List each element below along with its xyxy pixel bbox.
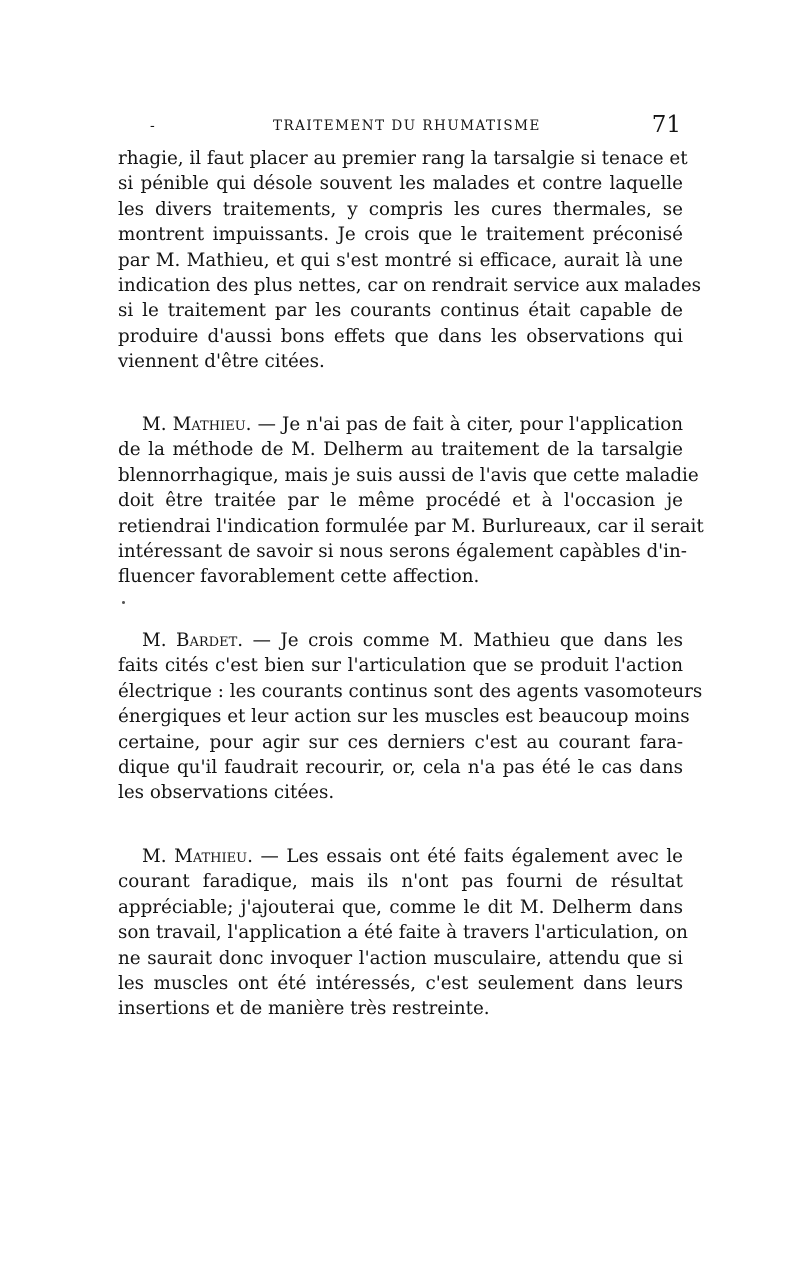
text-line: intéressant de savoir si nous serons également capàbles d'in-: [118, 541, 687, 563]
text-run: — Je n'ai pas de fait à citer, pour l'application: [251, 414, 684, 435]
header-mark: -: [150, 118, 155, 134]
text-line: produire d'aussi bons effets que dans les observations qui: [118, 325, 683, 347]
paragraph-3: [118, 628, 703, 806]
text-line: les muscles ont été intéressés, c'est seulement dans leurs: [118, 973, 683, 995]
running-head: [118, 112, 683, 144]
speaker-name: M. Mathieu.: [142, 846, 253, 867]
text-line: certaine, pour agir sur ces derniers c'est au courant fara-: [118, 731, 683, 753]
text-line: viennent d'être citées.: [118, 351, 325, 373]
text-run: — Je crois comme M. Mathieu que dans les: [243, 630, 683, 651]
text-line: montrent impuissants. Je crois que le traitement préconisé: [118, 224, 683, 246]
text-line: courant faradique, mais ils n'ont pas fourni de résultat: [118, 871, 683, 893]
text-line: dique qu'il faudrait recourir, or, cela n'a pas été le cas dans: [118, 757, 683, 779]
text-line-first: [118, 412, 683, 437]
text-run: — Les essais ont été faits également avec le: [252, 846, 684, 867]
speaker-name: M. Bardet.: [142, 630, 244, 651]
paragraph-1: [118, 146, 702, 375]
text-line: de la méthode de M. Delherm au traitement de la tarsalgie: [118, 439, 683, 461]
paragraph-2: [118, 412, 704, 590]
text-line-first: [118, 844, 683, 869]
page-number: 71: [651, 112, 681, 138]
text-line: les divers traitements, y compris les cures thermales, se: [118, 198, 683, 220]
text-line: fluencer favorablement cette affection.: [118, 566, 480, 588]
text-line: ne saurait donc invoquer l'action musculaire, attendu que si: [118, 947, 683, 969]
text-line: énergiques et leur action sur les muscles est beaucoup moins: [118, 706, 690, 728]
text-line: les observations citées.: [118, 782, 335, 804]
text-line: blennorrhagique, mais je suis aussi de l'avis que cette maladie: [118, 464, 699, 486]
text-line: indication des plus nettes, car on rendrait service aux malades: [118, 275, 702, 297]
text-line: électrique : les courants continus sont des agents vasomoteurs: [118, 680, 703, 702]
text-line: si le traitement par les courants continus était capable de: [118, 300, 683, 322]
text-line: son travail, l'application a été faite à travers l'articulation, on: [118, 922, 688, 944]
speaker-name: M. Mathieu.: [142, 414, 252, 435]
text-line: rhagie, il faut placer au premier rang la tarsalgie si tenace et: [118, 148, 688, 169]
text-line: insertions et de manière très restreinte.: [118, 998, 490, 1020]
paragraph-4: [118, 844, 688, 1022]
text-line: faits cités c'est bien sur l'articulation que se produit l'action: [118, 655, 683, 677]
text-line: si pénible qui désole souvent les malades et contre laquelle: [118, 173, 683, 195]
text-line-first: [118, 628, 683, 653]
text-line: appréciable; j'ajouterai que, comme le dit M. Delherm dans: [118, 896, 683, 918]
running-title: TRAITEMENT DU RHUMATISME: [273, 118, 541, 134]
print-speck: [122, 601, 125, 604]
text-line: retiendrai l'indication formulée par M. Burlureaux, car il serait: [118, 515, 704, 537]
text-line: par M. Mathieu, et qui s'est montré si efficace, aurait là une: [118, 249, 683, 271]
text-line: doit être traitée par le même procédé et à l'occasion je: [118, 490, 683, 512]
